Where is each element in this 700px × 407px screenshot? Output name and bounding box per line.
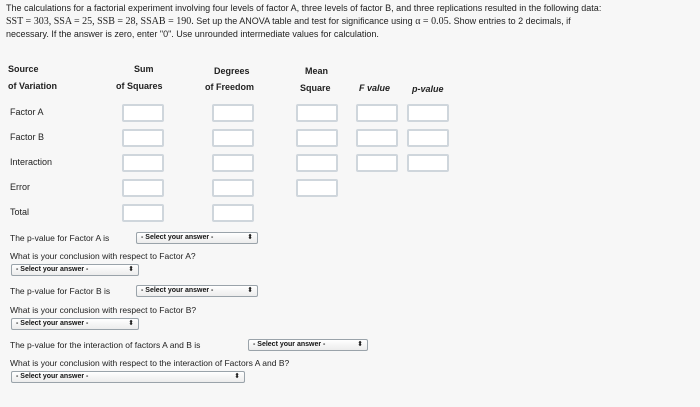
- total-ss-input[interactable]: [122, 204, 164, 222]
- interaction-f-input[interactable]: [356, 154, 398, 172]
- conclusion-factor-a-question: What is your conclusion with respect to Factor A?: [10, 251, 196, 261]
- factor-b-p-input[interactable]: [407, 129, 449, 147]
- intro-line-3: necessary. If the answer is zero, enter "0". Use unrounded intermediate values for calculation.: [6, 29, 379, 39]
- intro-line-1: The calculations for a factorial experiment involving four levels of factor A, three levels of factor B, and three replications resulted in the following data:: [6, 3, 602, 13]
- error-ss-input[interactable]: [122, 179, 164, 197]
- factor-a-f-input[interactable]: [356, 104, 398, 122]
- p-value-interaction-label: The p-value for the interaction of factors A and B is: [10, 340, 201, 350]
- error-ms-input[interactable]: [296, 179, 338, 197]
- factor-b-ms-input[interactable]: [296, 129, 338, 147]
- total-df-input[interactable]: [212, 204, 254, 222]
- intro-line-2-text: Set up the ANOVA table and test for significance using: [193, 15, 416, 26]
- given-sums-of-squares: SST = 303, SSA = 25, SSB = 28, SSAB = 190.: [6, 15, 194, 27]
- p-value-interaction-select[interactable]: - Select your answer - ⬍: [248, 339, 368, 351]
- header-of-squares: of Squares: [116, 81, 163, 91]
- select-arrow-icon: ⬍: [247, 234, 253, 241]
- row-label-interaction: Interaction: [10, 157, 53, 167]
- factor-a-ss-input[interactable]: [122, 104, 164, 122]
- conclusion-factor-a-select[interactable]: - Select your answer - ⬍: [11, 264, 139, 276]
- factor-b-df-input[interactable]: [212, 129, 254, 147]
- header-of-freedom: of Freedom: [205, 82, 255, 92]
- header-p-value: p-value: [412, 84, 444, 94]
- header-f-value: F value: [359, 83, 391, 93]
- select-arrow-icon: ⬍: [234, 373, 240, 380]
- conclusion-factor-b-question: What is your conclusion with respect to Factor B?: [10, 305, 197, 315]
- error-df-input[interactable]: [212, 179, 254, 197]
- select-arrow-icon: ⬍: [357, 341, 363, 348]
- header-of-variation: of Variation: [8, 81, 58, 91]
- conclusion-interaction-question: What is your conclusion with respect to the interaction of Factors A and B?: [10, 358, 290, 368]
- select-arrow-icon: ⬍: [247, 287, 253, 294]
- factor-b-f-input[interactable]: [356, 129, 398, 147]
- header-sum: Sum: [134, 64, 154, 74]
- conclusion-factor-b-select[interactable]: - Select your answer - ⬍: [11, 318, 139, 330]
- row-label-factor-b: Factor B: [10, 132, 45, 142]
- row-label-total: Total: [10, 207, 30, 217]
- alpha-value: α = 0.05.: [415, 15, 452, 27]
- interaction-ss-input[interactable]: [122, 154, 164, 172]
- header-degrees: Degrees: [214, 66, 250, 76]
- header-mean: Mean: [305, 66, 329, 76]
- p-value-factor-b-label: The p-value for Factor B is: [10, 286, 111, 296]
- p-value-factor-b-select[interactable]: - Select your answer - ⬍: [136, 285, 258, 297]
- row-label-error: Error: [10, 182, 30, 192]
- intro-line-2: [6, 15, 601, 29]
- select-arrow-icon: ⬍: [128, 320, 134, 327]
- factor-b-ss-input[interactable]: [122, 129, 164, 147]
- interaction-ms-input[interactable]: [296, 154, 338, 172]
- row-label-factor-a: Factor A: [10, 107, 44, 117]
- problem-statement: [6, 2, 601, 41]
- conclusion-interaction-select[interactable]: - Select your answer - ⬍: [11, 371, 245, 383]
- factor-a-p-input[interactable]: [407, 104, 449, 122]
- p-value-factor-a-label: The p-value for Factor A is: [10, 233, 110, 243]
- header-square: Square: [300, 83, 331, 93]
- interaction-p-input[interactable]: [407, 154, 449, 172]
- interaction-df-input[interactable]: [212, 154, 254, 172]
- select-arrow-icon: ⬍: [128, 266, 134, 273]
- intro-line-2-end: Show entries to 2 decimals, if: [451, 15, 571, 26]
- p-value-factor-a-select[interactable]: - Select your answer - ⬍: [136, 232, 258, 244]
- factor-a-df-input[interactable]: [212, 104, 254, 122]
- header-source: Source: [8, 64, 39, 74]
- factor-a-ms-input[interactable]: [296, 104, 338, 122]
